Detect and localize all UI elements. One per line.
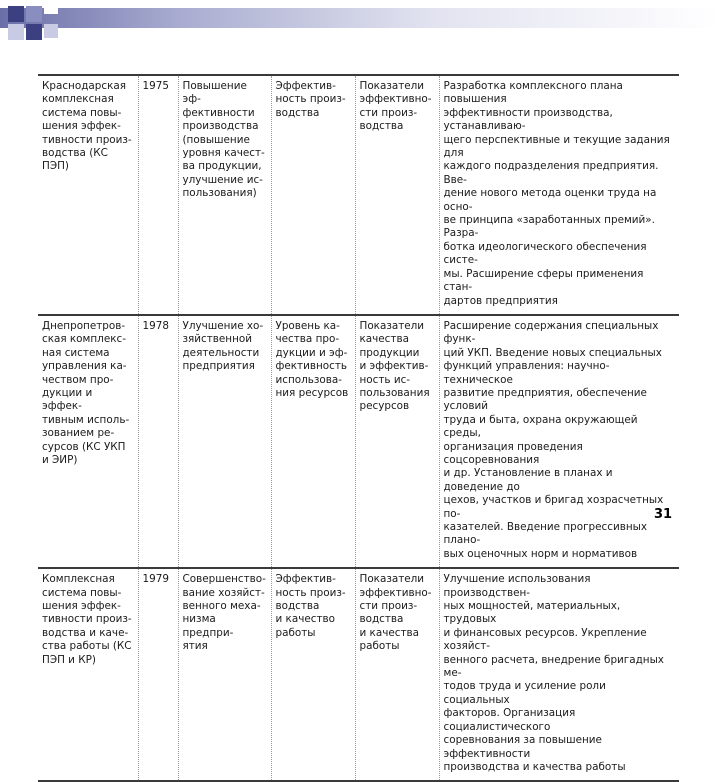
year-cell: 1979 (138, 568, 178, 781)
decor-square-5 (44, 0, 58, 14)
object-cell: Уровень ка- чества про- дукции и эф- фективность использова- ния ресурсов (271, 315, 355, 568)
systems-table (38, 74, 679, 782)
table-row (38, 315, 679, 568)
indicators-cell: Показатели эффективно- сти произ- водства (355, 75, 439, 315)
header-gradient-bar (0, 8, 720, 28)
decor-square-4 (26, 24, 42, 40)
indicators-cell: Показатели эффективно- сти произ- водства и качества работы (355, 568, 439, 781)
system-name-cell: Комплексная система повы- шения эффек- тивности произ- водства и каче- ства работы (КС ПЭП и КР) (42, 573, 132, 666)
content-cell: Разработка комплексного плана повышения эффективности производства, устанавливаю- щего перспективные и текущие задания для каждого подразделения предприятия. Вве- дение нового метода оценки труда на осно- ве принципа «заработанных премий». Разра- ботка идеологического обеспечения систе- мы. Расширение сферы применения стан- дартов предприятия (439, 75, 679, 315)
corner-decoration (0, 0, 720, 48)
decor-square-1 (8, 6, 24, 22)
system-name-cell: Краснодарская комплексная система повы- шения эффек- тивности произ- водства (КС ПЭП) (42, 80, 132, 173)
year-cell: 1975 (138, 75, 178, 315)
content-cell: Улучшение использования производствен- ных мощностей, материальных, трудовых и финансовых ресурсов. Укрепление хозяйст- венного расчета, внедрение бригадных ме- тодов труда и усиление роли социальных факторов. Организация социалистического соревнования за повышение эффективности производства и качества работы (439, 568, 679, 781)
table-row (38, 568, 679, 781)
year-cell: 1978 (138, 315, 178, 568)
goal-cell: Повышение эф- фективности производства (повышение уровня качест- ва продукции, улучшение ис- пользования) (178, 75, 271, 315)
content-cell: Расширение содержания специальных функ- ций УКП. Введение новых специальных функций управления: научно-техническое развитие предприятия, обеспечение условий труда и быта, охрана окружающей среды, организация проведения соцсоревнования и др. Установление в планах и доведение до цехов, участков и бригад хозрасчетных по- казателей. Введение прогрессивных плано- вых оценочных норм и нормативов (439, 315, 679, 568)
decor-square-2 (26, 6, 42, 22)
system-name-cell: Днепропетров- ская комплекс- ная система управления ка- чеством про- дукции и эффек- тивным исполь- зованием ре- сурсов (КС УКП и ЭИР) (42, 319, 130, 466)
indicators-cell: Показатели качества продукции и эффектив- ность ис- пользования ресурсов (355, 315, 439, 568)
decor-square-3 (8, 24, 24, 40)
table-row (38, 75, 679, 315)
decor-square-6 (44, 24, 58, 38)
goal-cell: Совершенство- вание хозяйст- венного меха- низма предпри- ятия (178, 568, 271, 781)
goal-cell: Улучшение хо- зяйственной деятельности предприятия (178, 315, 271, 568)
object-cell: Эффектив- ность произ- водства и качество работы (271, 568, 355, 781)
page-number: 31 (654, 507, 673, 522)
object-cell: Эффектив- ность произ- водства (271, 75, 355, 315)
